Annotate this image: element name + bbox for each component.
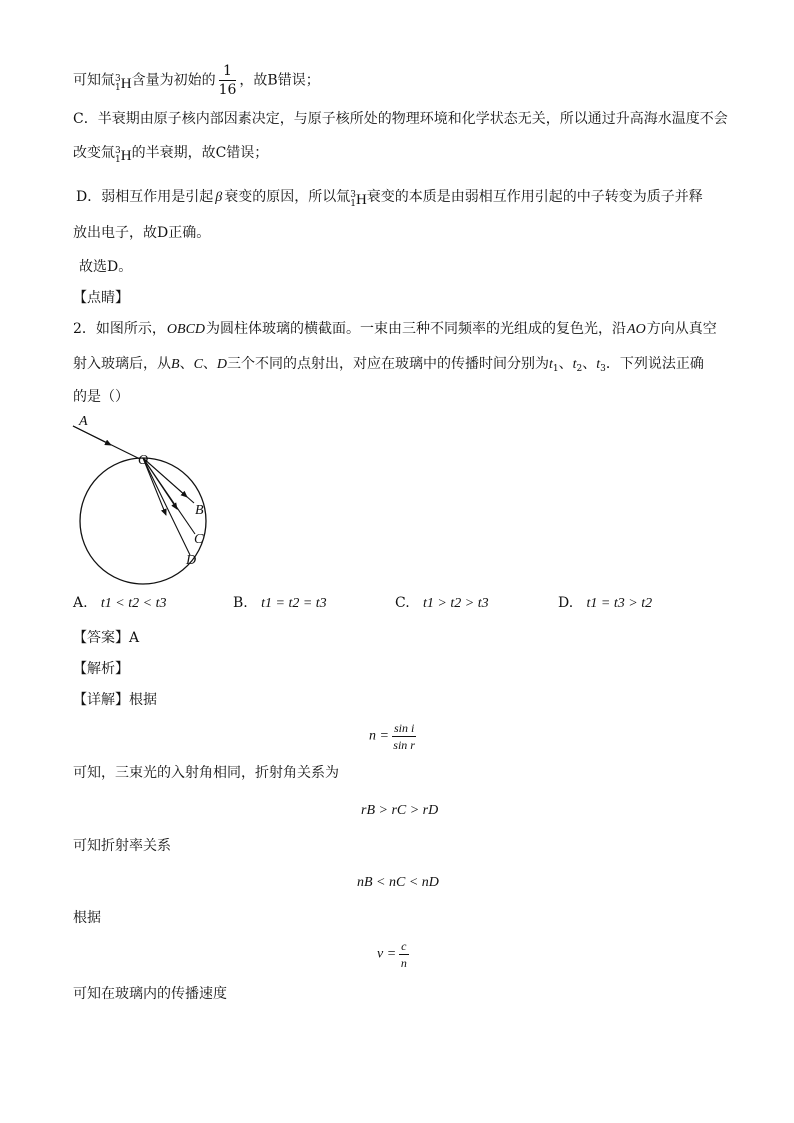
glass-cylinder-diagram xyxy=(66,410,226,585)
text-index-relation: 可知折射率关系 xyxy=(73,838,171,854)
answer-line: 【答案】A xyxy=(73,630,140,646)
formula-snell: n = $\frac{\text{sin i}}{\text{sin r}}$ xyxy=(369,721,415,752)
question-2-line-2: 射入玻璃后，从B、C、D三个不同的点射出，对应在玻璃中的传播时间分别为$t_1$、$t_2$、$t_3$．下列说法正确 xyxy=(73,356,704,374)
label-c: C xyxy=(194,532,204,547)
analysis-heading: 【解析】 xyxy=(73,661,129,677)
line-b-conclusion: 可知氚 3 1 H含量为初始的 $\frac{1}{16}$ ，故B错误； xyxy=(73,63,320,98)
question-2-line-1: 2．如图所示，OBCD为圆柱体玻璃的横截面。一束由三种不同频率的光组成的复色光，沿AO方向从真空 xyxy=(73,321,717,337)
option-b: B. t1 = t2 = t3 xyxy=(233,595,327,611)
option-c: C. t1 > t2 > t3 xyxy=(395,595,489,611)
label-b: B xyxy=(195,503,204,518)
isotope-h3: 3 1 H xyxy=(115,73,132,93)
comment-heading: 【点睛】 xyxy=(73,290,129,306)
detail-line: 【详解】根据 xyxy=(73,692,157,708)
line-c-1: C．半衰期由原子核内部因素决定，与原子核所处的物理环境和化学状态无关，所以通过升高海水温度不会 xyxy=(73,111,728,127)
formula-angle-relation: rB > rC > rD xyxy=(361,803,439,818)
line-choose: 故选D。 xyxy=(79,259,133,275)
option-a: A. t1 < t2 < t3 xyxy=(73,595,167,611)
text-angle-relation: 可知，三束光的入射角相同，折射角关系为 xyxy=(73,765,339,781)
label-d: D xyxy=(186,553,197,568)
formula-speed: v = $\frac{c}{n}$ xyxy=(377,939,407,970)
fraction-1-16: $\frac{1}{16}$ xyxy=(218,63,237,98)
text-according: 根据 xyxy=(73,910,101,926)
text-speed-in-glass: 可知在玻璃内的传播速度 xyxy=(73,986,227,1002)
label-a: A xyxy=(79,414,88,429)
line-c-2: 改变氚 3 1 H的半衰期，故C错误； xyxy=(73,145,269,165)
isotope-h3: 3 1 H xyxy=(350,190,367,209)
question-2-line-3: 的是（） xyxy=(73,389,129,405)
label-o: O xyxy=(138,453,149,468)
line-d-2: 放出电子，故D正确。 xyxy=(73,225,211,241)
line-d-1: D．弱相互作用是引起 β 衰变的原因，所以氚 3 1 H衰变的本质是由弱相互作用引起的中子转变为质子并释 xyxy=(76,189,703,209)
option-d: D. t1 = t3 > t2 xyxy=(558,595,653,611)
isotope-h3: 3 1 H xyxy=(115,146,132,165)
formula-index-relation: nB < nC < nD xyxy=(357,875,439,890)
